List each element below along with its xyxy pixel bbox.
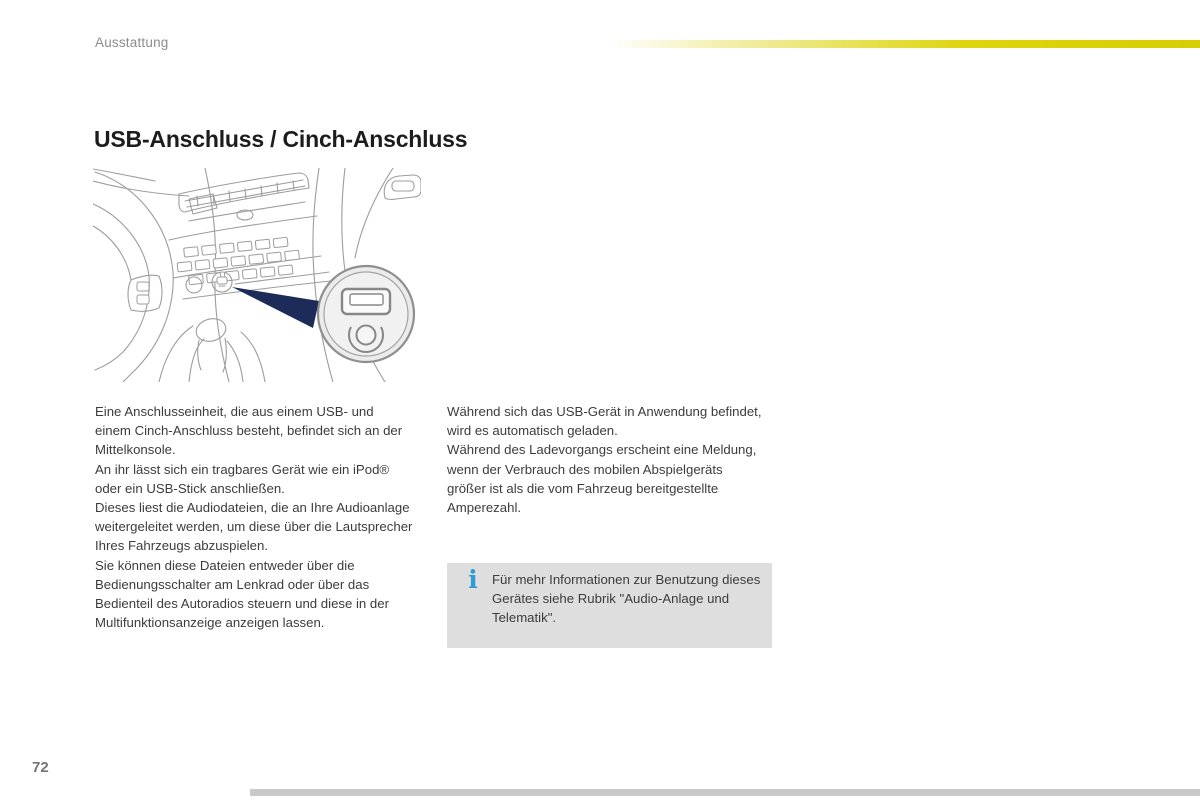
text-line: einem Cinch-Anschluss besteht, befindet sich an der xyxy=(95,423,403,439)
text-line: Gerätes siehe Rubrik "Audio-Anlage und xyxy=(492,591,730,607)
text-line: Multifunktionsanzeige anzeigen lassen. xyxy=(95,615,325,631)
page-title: USB-Anschluss / Cinch-Anschluss xyxy=(94,126,468,152)
door-handle-icon xyxy=(384,175,421,199)
wheel-button-icon xyxy=(137,282,149,291)
text-line: Bedienungsschalter am Lenkrad oder über das xyxy=(95,576,370,592)
text-line: Telematik". xyxy=(492,610,557,626)
body-text-left-column xyxy=(95,402,412,632)
text-line: wird es automatisch geladen. xyxy=(447,423,618,439)
text-line: Dieses liest die Audiodateien, die an Ihre Audioanlage xyxy=(95,500,410,516)
text-line: Für mehr Informationen zur Benutzung dieses xyxy=(492,572,761,587)
accent-yellow-bar xyxy=(610,40,1200,48)
text-line: Sie können diese Dateien entweder über die xyxy=(95,557,355,573)
dashboard-figure xyxy=(93,168,421,382)
text-line: oder ein USB-Stick anschließen. xyxy=(95,480,285,496)
text-line: Amperezahl. xyxy=(447,500,522,516)
text-line: Ihres Fahrzeugs abzuspielen. xyxy=(95,538,269,554)
text-line: weitergeleitet werden, um diese über die Lautsprecher xyxy=(95,519,413,535)
footer-gray-bar xyxy=(250,789,1200,796)
info-box-text xyxy=(492,570,760,628)
text-line: Während des Ladevorgangs erscheint eine Meldung, xyxy=(447,442,757,458)
text-line: Eine Anschlusseinheit, die aus einem USB- und xyxy=(95,404,374,419)
text-line: wenn der Verbrauch des mobilen Abspielgeräts xyxy=(447,461,723,477)
section-label: Ausstattung xyxy=(95,35,169,50)
text-line: Mittelkonsole. xyxy=(95,442,176,458)
wheel-button-icon xyxy=(137,295,149,304)
body-text-right-column xyxy=(447,402,761,517)
text-line: größer ist als die vom Fahrzeug bereitgestellte xyxy=(447,480,719,496)
info-box xyxy=(447,563,772,648)
usb-cinch-callout xyxy=(318,266,414,362)
text-line: An ihr lässt sich ein tragbares Gerät wie ein iPod® xyxy=(95,461,390,477)
info-icon: i xyxy=(468,565,478,594)
usb-slot-icon xyxy=(342,289,390,314)
text-line: Während sich das USB-Gerät in Anwendung befindet, xyxy=(447,404,762,419)
page-number: 72 xyxy=(32,759,49,776)
text-line: Bedienteil des Autoradios steuern und diese in der xyxy=(95,596,389,612)
callout-arrow xyxy=(232,287,319,328)
